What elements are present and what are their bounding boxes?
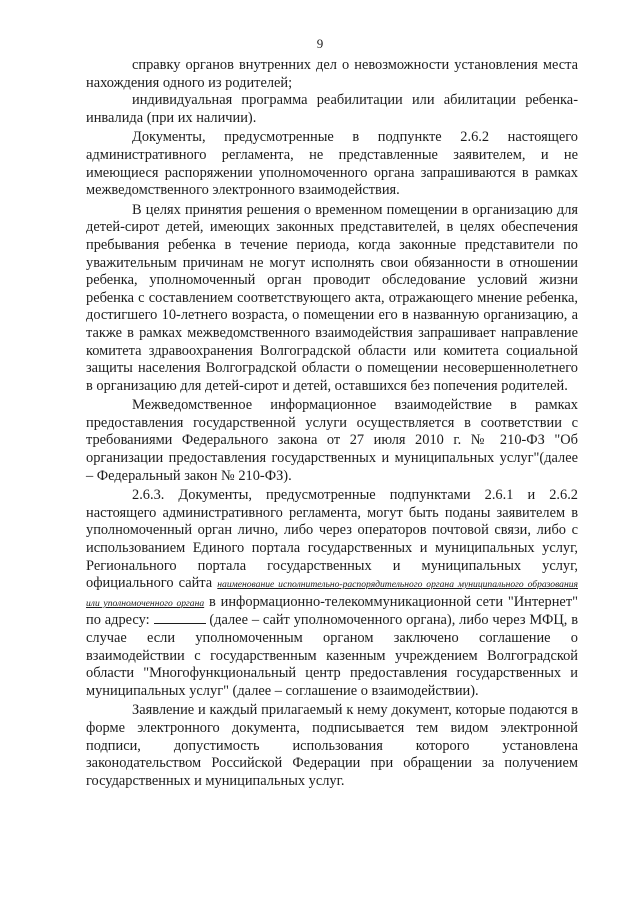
paragraph-police-certificate: справку органов внутренних дел о невозможности установления места нахождения одного из родителей;: [86, 57, 578, 91]
paragraph-temporary-placement: В целях принятия решения о временном помещении в организацию для детей-сирот детей, имеющих законных представителей, в целях обеспечения пребывания ребенка в течение периода, когда законные представители по уважительным причинам не могут исполнять свои обязанности в отношении ребенка, уполномоченный орган проводит обследование условий жизни ребенка с составлением соответствующего акта, отражающего мнение ребенка, достигшего 10-летнего возраста, о помещении его в названную организацию, а также в рамках межведомственного взаимодействия запрашивает направление комитета здравоохранения Волгоградской области или комитета социальной защиты населения Волгоградской области о помещении несовершеннолетнего в организацию для детей-сирот и детей, оставшихся без попечения родителей.: [86, 201, 578, 394]
paragraph-rehabilitation-program: индивидуальная программа реабилитации или абилитации ребенка-инвалида (при их наличии).: [86, 92, 578, 126]
page-number: 9: [316, 36, 324, 51]
paragraph-2-6-3-end: (далее – сайт уполномоченного органа), либо через МФЦ, в случае если уполномоченным органом заключено соглашение о взаимодействии с государственным казенным учреждением Волгоградской области "Многофункциональный центр предоставления государственных и муниципальных услуг" (далее – соглашение о взаимодействии).: [86, 612, 578, 699]
paragraph-2-6-3: [86, 487, 578, 700]
address-blank-line: [154, 623, 206, 624]
document-body: [86, 57, 578, 790]
paragraph-2-6-3-mid: в информационно-телекоммуникационной сети "Интернет" по адресу:: [86, 593, 578, 629]
paragraph-documents-2-6-2: Документы, предусмотренные в подпункте 2.6.2 настоящего административного регламента, не представленные заявителем, и не имеющиеся распоряжении уполномоченного органа запрашиваются в рамках межведомственного электронного взаимодействия.: [86, 129, 578, 199]
paragraph-interagency-interaction: Межведомственное информационное взаимодействие в рамках предоставления государственной услуги осуществляется в соответствии с требованиями Федерального закона от 27 июля 2010 г. № 210-ФЗ "Об организации предоставления государственных и муниципальных услуг"(далее – Федеральный закон № 210-ФЗ).: [86, 397, 578, 484]
organ-name-placeholder: наименование исполнительно-распорядительного органа муниципального образования или уполномоченного органа: [86, 579, 578, 609]
paragraph-2-6-3-start: 2.6.3. Документы, предусмотренные подпунктами 2.6.1 и 2.6.2 настоящего административного регламента, могут быть поданы заявителем в уполномоченный орган лично, либо через операторов почтовой связи, либо с использованием Единого портала государственных и муниципальных услуг, Регионального портала государственных и муниципальных услуг, официального сайта: [86, 487, 578, 592]
paragraph-electronic-signature: Заявление и каждый прилагаемый к нему документ, которые подаются в форме электронного документа, подписывается тем видом электронной подписи, допустимость использования которого установлена законодательством Российской Федерации при обращении за получением государственных и муниципальных услуг.: [86, 702, 578, 789]
